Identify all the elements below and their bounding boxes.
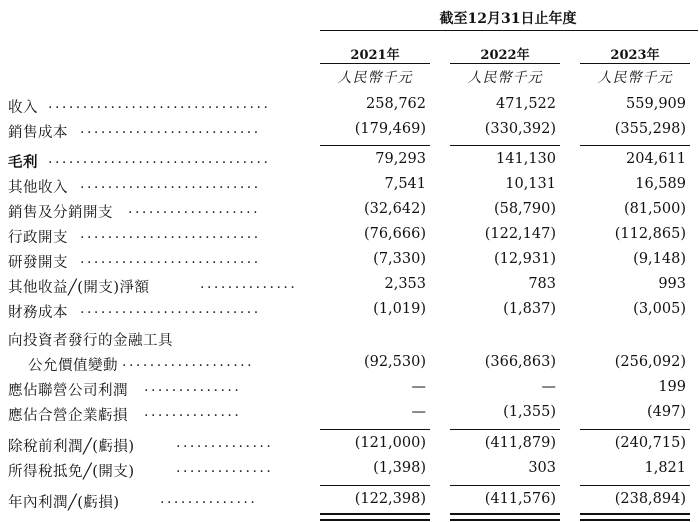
leader-dots: .............. xyxy=(144,404,242,420)
table-row-finance-costs xyxy=(0,301,700,323)
value-2023: 559,909 xyxy=(626,96,686,112)
value-2022: (12,931) xyxy=(493,251,556,267)
table-row-fair-value-changes xyxy=(0,354,700,376)
value-2022: 10,131 xyxy=(505,176,556,192)
value-2023: (81,500) xyxy=(623,201,686,217)
row-label: 銷售及分銷開支 xyxy=(8,205,113,221)
value-2021: (1,019) xyxy=(373,301,426,317)
row-label: 除稅前利潤╱(虧損) xyxy=(8,439,135,455)
row-label: 應佔聯營公司利潤 xyxy=(8,383,128,399)
table-row-loss-before-tax xyxy=(0,435,700,457)
subtotal-rule-2022 xyxy=(450,429,560,430)
value-2023: (3,005) xyxy=(633,301,686,317)
table-row-loss-for-year xyxy=(0,491,700,513)
subtotal-rule-2023 xyxy=(580,145,690,146)
value-2022: 471,522 xyxy=(496,96,556,112)
value-2021: (1,398) xyxy=(373,460,426,476)
value-2021: (179,469) xyxy=(354,121,426,137)
row-label: 財務成本 xyxy=(8,305,68,321)
leader-dots: .......................... xyxy=(80,176,261,192)
value-2023: (9,148) xyxy=(633,251,686,267)
table-row-rd-expenses xyxy=(0,251,700,273)
value-2023: (112,865) xyxy=(614,226,686,242)
value-2023: 1,821 xyxy=(644,460,686,476)
value-2021: (122,398) xyxy=(354,491,426,507)
value-2023: (256,092) xyxy=(614,354,686,370)
leader-dots: .......................... xyxy=(80,251,261,267)
value-2021: — xyxy=(411,404,426,420)
row-label: 毛利 xyxy=(8,154,38,171)
leader-dots: .............. xyxy=(176,460,274,476)
value-2022: (58,790) xyxy=(493,201,556,217)
value-2022: (1,355) xyxy=(503,404,556,420)
value-2021: 2,353 xyxy=(384,276,426,292)
value-2021: (7,330) xyxy=(373,251,426,267)
table-row-share-of-joint-ventures xyxy=(0,404,700,426)
row-label: 應佔合營企業虧損 xyxy=(8,408,128,424)
value-2021: 258,762 xyxy=(366,96,426,112)
value-2022: (366,863) xyxy=(484,354,556,370)
leader-dots: ................................ xyxy=(48,151,271,167)
row-label: 收入 xyxy=(8,100,38,116)
value-2021: (32,642) xyxy=(363,201,426,217)
leader-dots: ................... xyxy=(128,201,261,217)
subtotal-rule-2022 xyxy=(450,145,560,146)
total-double-rule-2021 xyxy=(320,513,430,521)
year-rule-2022 xyxy=(450,63,560,64)
subtotal-rule-2021 xyxy=(320,485,430,486)
table-row-gross-profit xyxy=(0,151,700,173)
value-2022: 141,130 xyxy=(496,151,556,167)
subtotal-rule-2023 xyxy=(580,429,690,430)
subtotal-rule-2021 xyxy=(320,145,430,146)
table-row-revenue xyxy=(0,96,700,118)
row-label: 研發開支 xyxy=(8,255,68,271)
value-2023: (355,298) xyxy=(614,121,686,137)
table-row-cost-of-sales xyxy=(0,121,700,143)
unit-label-2021: 人民幣千元 xyxy=(337,70,413,86)
year-rule-2023 xyxy=(580,63,690,64)
period-heading: 截至12月31日止年度 xyxy=(439,11,577,27)
table-row-income-tax xyxy=(0,460,700,482)
value-2022: 303 xyxy=(528,460,556,476)
leader-dots: .............. xyxy=(144,379,242,395)
value-2021: 7,541 xyxy=(384,176,426,192)
unit-label-2022: 人民幣千元 xyxy=(467,70,543,86)
total-double-rule-2023 xyxy=(580,513,690,521)
value-2022: (411,576) xyxy=(484,491,556,507)
table-row-other-gains-net xyxy=(0,276,700,298)
value-2023: 204,611 xyxy=(626,151,686,167)
value-2023: (238,894) xyxy=(614,491,686,507)
leader-dots: .............. xyxy=(160,491,258,507)
row-label: 公允價值變動 xyxy=(28,358,118,374)
value-2021: — xyxy=(411,379,426,395)
leader-dots: ................................ xyxy=(48,96,271,112)
value-2022: (1,837) xyxy=(503,301,556,317)
leader-dots: ................... xyxy=(122,354,255,370)
total-double-rule-2022 xyxy=(450,513,560,521)
value-2023: 993 xyxy=(658,276,686,292)
table-row-share-of-associates xyxy=(0,379,700,401)
table-row-admin-expenses xyxy=(0,226,700,248)
table-row-financial-instruments-heading xyxy=(0,329,700,351)
row-label: 其他收入 xyxy=(8,180,68,196)
value-2023: 16,589 xyxy=(635,176,686,192)
value-2022: (122,147) xyxy=(484,226,556,242)
table-row-other-income xyxy=(0,176,700,198)
row-label: 其他收益╱(開支)淨額 xyxy=(8,280,150,296)
value-2021: (76,666) xyxy=(363,226,426,242)
row-label: 所得稅抵免╱(開支) xyxy=(8,464,135,480)
leader-dots: .......................... xyxy=(80,121,261,137)
value-2021: (92,530) xyxy=(363,354,426,370)
leader-dots: .......................... xyxy=(80,301,261,317)
leader-dots: .............. xyxy=(200,276,298,292)
row-label: 向投資者發行的金融工具 xyxy=(8,333,173,349)
period-heading-rule xyxy=(320,30,698,31)
leader-dots: .............. xyxy=(176,435,274,451)
value-2021: (121,000) xyxy=(354,435,426,451)
table-row-selling-expenses xyxy=(0,201,700,223)
year-2021-heading: 2021年 xyxy=(350,48,400,63)
unit-label-2023: 人民幣千元 xyxy=(597,70,673,86)
year-rule-2021 xyxy=(320,63,430,64)
year-2023-heading: 2023年 xyxy=(610,48,660,63)
subtotal-rule-2021 xyxy=(320,429,430,430)
value-2023: (497) xyxy=(647,404,686,420)
value-2023: (240,715) xyxy=(614,435,686,451)
value-2022: — xyxy=(541,379,556,395)
row-label: 年內利潤╱(虧損) xyxy=(8,495,120,511)
value-2022: (411,879) xyxy=(484,435,556,451)
row-label: 行政開支 xyxy=(8,230,68,246)
leader-dots: .......................... xyxy=(80,226,261,242)
value-2021: 79,293 xyxy=(375,151,426,167)
value-2022: 783 xyxy=(528,276,556,292)
row-label: 銷售成本 xyxy=(8,125,68,141)
subtotal-rule-2022 xyxy=(450,485,560,486)
value-2023: 199 xyxy=(658,379,686,395)
value-2022: (330,392) xyxy=(484,121,556,137)
year-2022-heading: 2022年 xyxy=(480,48,530,63)
subtotal-rule-2023 xyxy=(580,485,690,486)
